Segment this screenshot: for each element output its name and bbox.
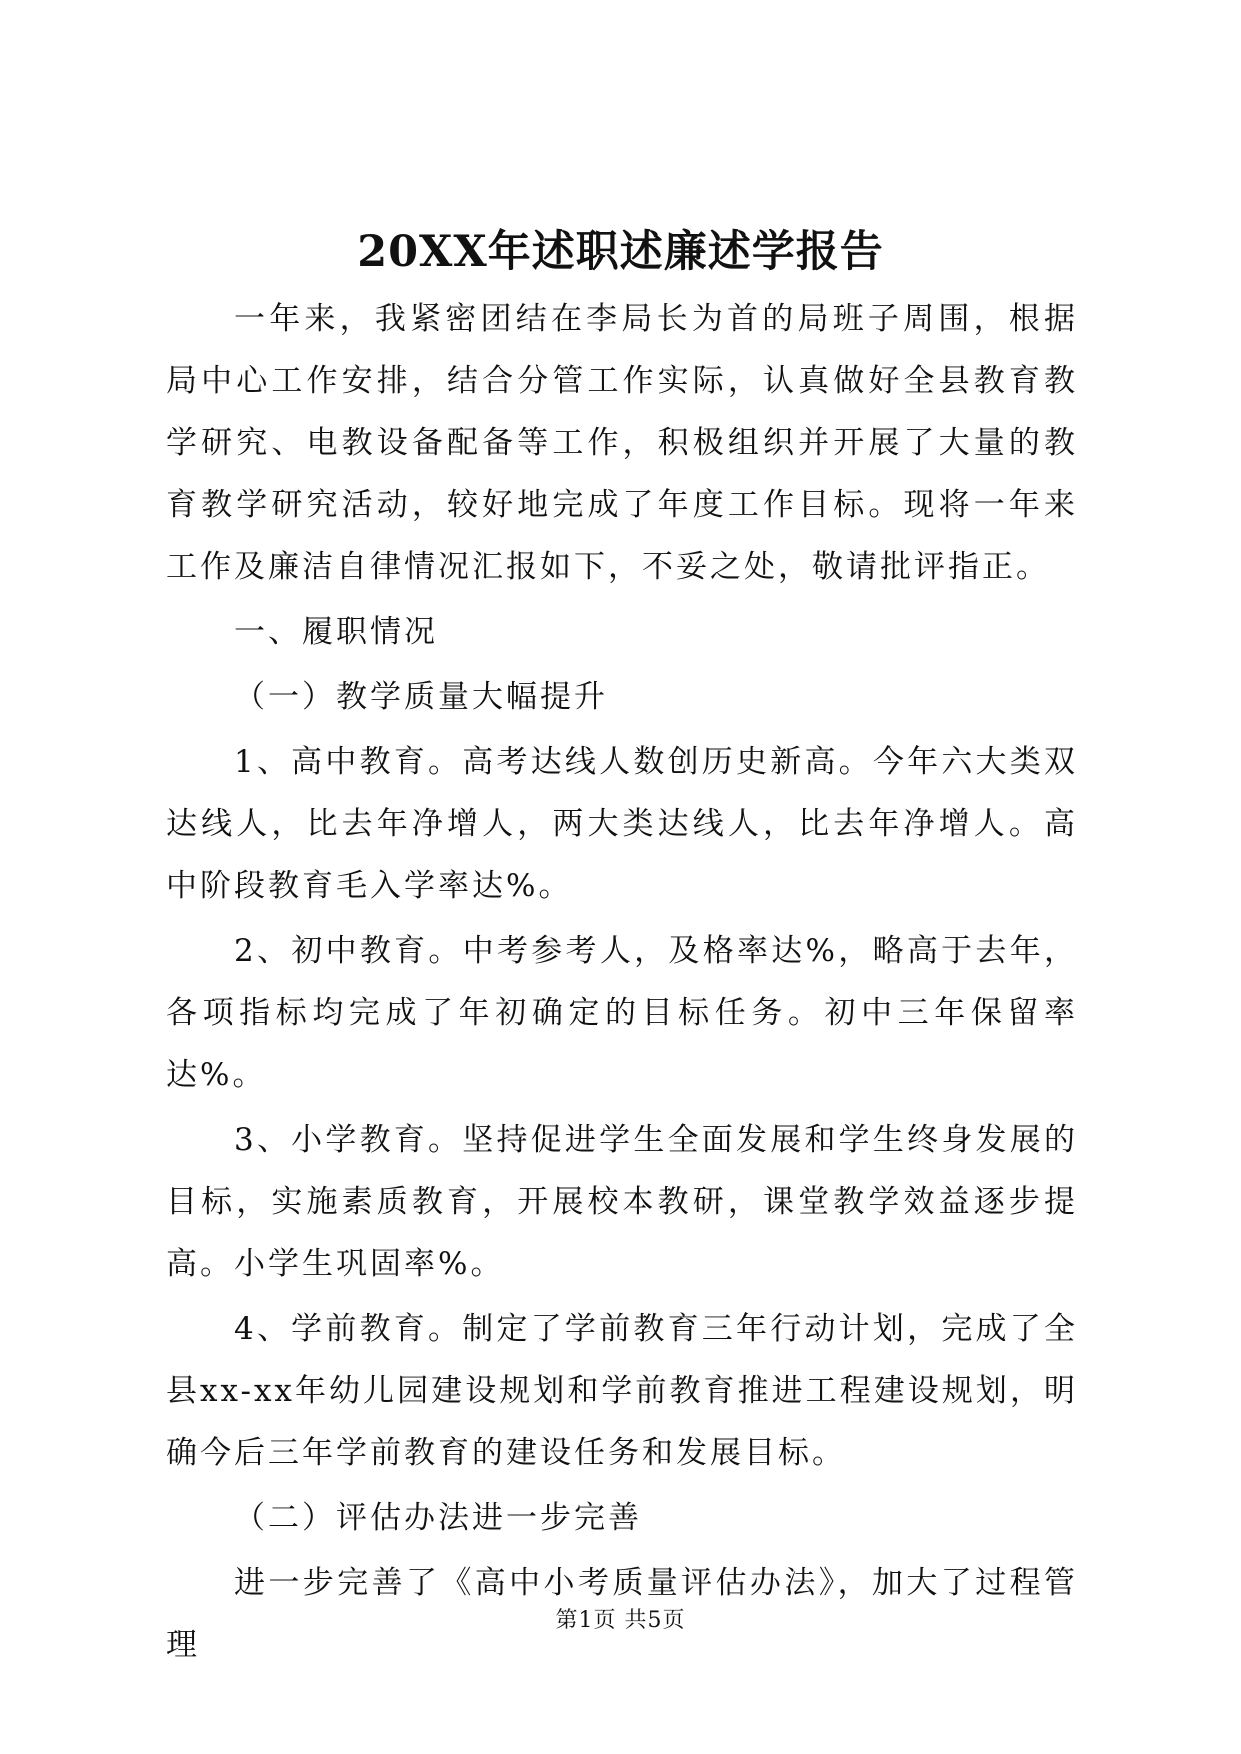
document-title: 20XX年述职述廉述学报告 [357, 227, 884, 277]
page-footer: 第1页 共5页 [555, 1608, 686, 1633]
item-paragraph-5: 进一步完善了《高中小考质量评估办法》，加大了过程管理 [166, 1565, 1078, 1663]
item-paragraph-2: 2、初中教育。中考参考人，及格率达%，略高于去年，各项指标均完成了年初确定的目标任务。初中三年保留率达%。 [166, 933, 1078, 1093]
item-paragraph-4: 4、学前教育。制定了学前教育三年行动计划，完成了全县xx-xx年幼儿园建设规划和学前教育推进工程建设规划，明确今后三年学前教育的建设任务和发展目标。 [166, 1311, 1078, 1471]
item-paragraph-1: 1、高中教育。高考达线人数创历史新高。今年六大类双达线人，比去年净增人，两大类达线人，比去年净增人。高中阶段教育毛入学率达%。 [166, 744, 1078, 904]
section-heading-1: 一、履职情况 [234, 614, 438, 650]
document-body [166, 288, 1078, 1676]
intro-paragraph: 一年来，我紧密团结在李局长为首的局班子周围，根据局中心工作安排，结合分管工作实际，认真做好全县教育教学研究、电教设备配备等工作，积极组织并开展了大量的教育教学研究活动，较好地完成了年度工作目标。现将一年来工作及廉洁自律情况汇报如下，不妥之处，敬请批评指正。 [166, 301, 1078, 585]
subsection-heading-2: （二）评估办法进一步完善 [234, 1500, 642, 1536]
subsection-heading-1: （一）教学质量大幅提升 [234, 679, 608, 715]
item-paragraph-3: 3、小学教育。坚持促进学生全面发展和学生终身发展的目标，实施素质教育，开展校本教研，课堂教学效益逐步提高。小学生巩固率%。 [166, 1122, 1078, 1282]
